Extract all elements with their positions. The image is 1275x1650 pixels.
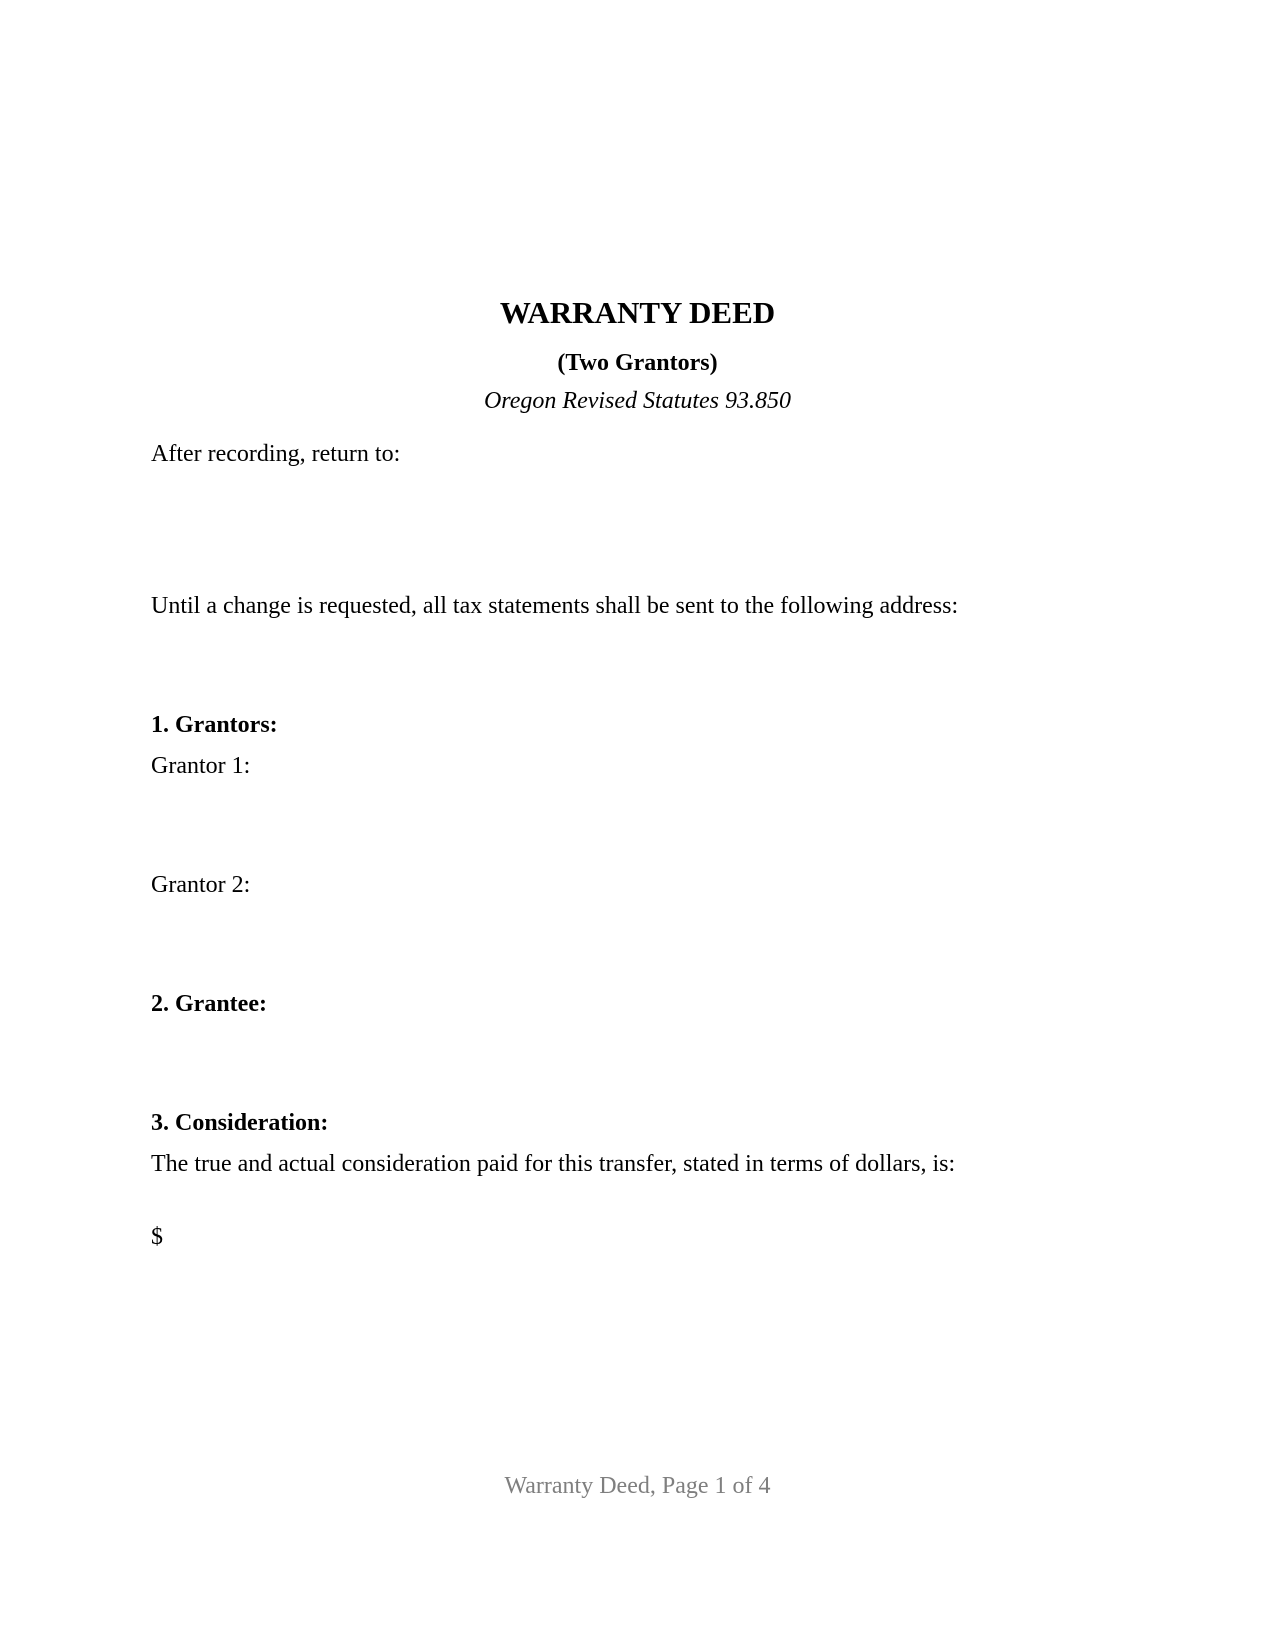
statute-reference: Oregon Revised Statutes 93.850 xyxy=(483,388,792,414)
document-title: WARRANTY DEED xyxy=(499,295,776,330)
page-footer: Warranty Deed, Page 1 of 4 xyxy=(504,1473,771,1499)
consideration-text: The true and actual consideration paid for this transfer, stated in terms of dollars, is: xyxy=(151,1151,956,1177)
return-to-label: After recording, return to: xyxy=(151,441,401,467)
grantors-heading: 1. Grantors: xyxy=(151,712,278,738)
document-subtitle: (Two Grantors) xyxy=(557,350,718,376)
consideration-heading: 3. Consideration: xyxy=(151,1110,329,1136)
tax-statement-label: Until a change is requested, all tax statements shall be sent to the following address: xyxy=(151,593,959,619)
grantor-2-label: Grantor 2: xyxy=(151,872,251,898)
grantee-heading: 2. Grantee: xyxy=(151,991,267,1017)
consideration-amount: $ xyxy=(151,1224,163,1250)
grantor-1-label: Grantor 1: xyxy=(151,753,251,779)
